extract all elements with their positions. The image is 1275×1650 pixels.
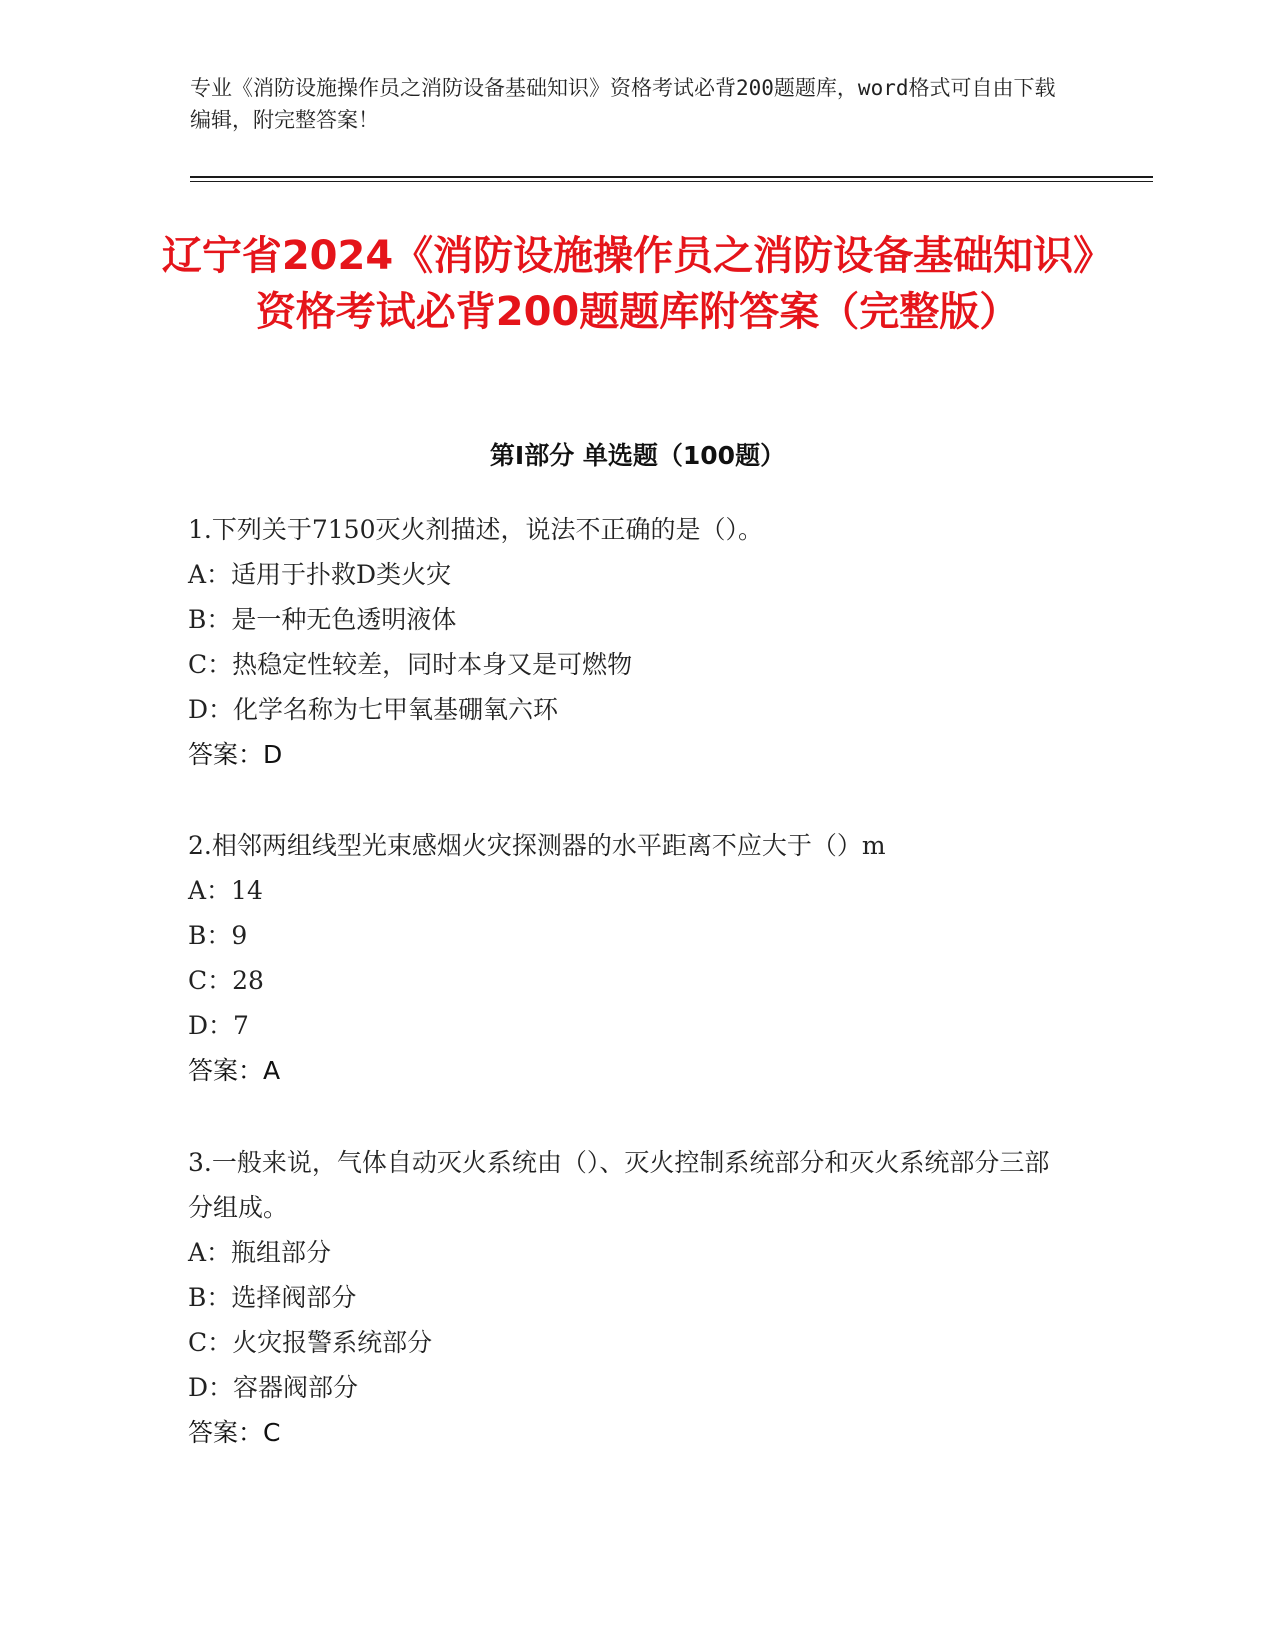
option-a: A：14: [188, 876, 263, 905]
question-stem: 2.相邻两组线型光束感烟火灾探测器的水平距离不应大于（）m: [188, 831, 886, 860]
option-c: C：28: [188, 966, 264, 995]
option-d: D：化学名称为七甲氧基硼氧六环: [188, 695, 559, 724]
option-b: B：是一种无色透明液体: [188, 605, 457, 634]
answer-label: 答案：C: [188, 1418, 281, 1447]
header-note: 专业《消防设施操作员之消防设备基础知识》资格考试必背200题题库，word格式可自由下载编辑，附完整答案！: [190, 76, 1056, 132]
option-d: D：7: [188, 1011, 249, 1040]
answer-label: 答案：D: [188, 740, 283, 769]
document-title: 辽宁省2024《消防设施操作员之消防设备基础知识》资格考试必背200题题库附答案（完整版）: [161, 233, 1114, 335]
option-a: A：适用于扑救D类火灾: [188, 560, 452, 589]
header-divider-thick: [190, 176, 1153, 178]
option-c: C：火灾报警系统部分: [188, 1328, 433, 1357]
header-divider-thin: [190, 181, 1153, 182]
question-block-3: [188, 1140, 1068, 1455]
question-block-2: [188, 823, 1068, 1093]
question-block-1: [188, 507, 1068, 777]
option-d: D：容器阀部分: [188, 1373, 359, 1402]
option-b: B：9: [188, 921, 248, 950]
question-stem: 1.下列关于7150灭火剂描述，说法不正确的是（）。: [188, 515, 763, 544]
section-heading: 第I部分 单选题（100题）: [489, 441, 786, 470]
option-a: A：瓶组部分: [188, 1238, 332, 1267]
option-b: B：选择阀部分: [188, 1283, 357, 1312]
option-c: C：热稳定性较差，同时本身又是可燃物: [188, 650, 633, 679]
question-stem: 3.一般来说，气体自动灭火系统由（）、灭火控制系统部分和灭火系统部分三部分组成。: [188, 1148, 1050, 1222]
answer-label: 答案：A: [188, 1056, 281, 1085]
